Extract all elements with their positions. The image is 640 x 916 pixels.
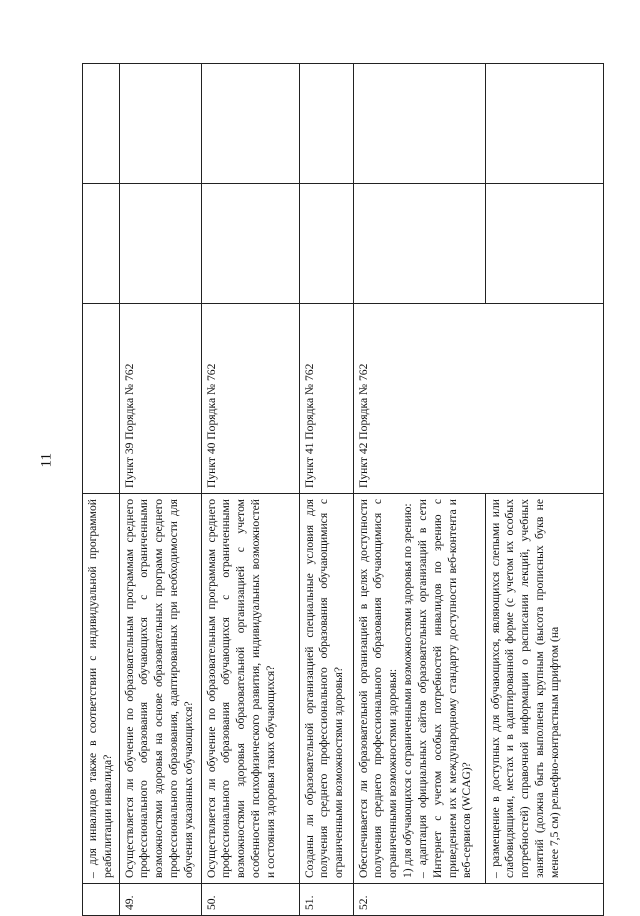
question-cell: Осуществляется ли обучение по образовательным программам среднего профессионального образования обучающихся с ограниченными возможностями здоровья на основе образовательных программ среднего профессионального образования, адаптированных при необходимости для обучения указанных обучающихся? (119, 494, 201, 884)
reference-cell: Пункт 40 Порядка № 762 (201, 304, 299, 494)
answer-cell (299, 184, 353, 304)
page-number: 11 (38, 453, 55, 468)
notes-cell (353, 64, 485, 184)
table-row (83, 64, 120, 916)
question-item: – адаптация официальных сайтов образовательных организаций в сети Интернет с учетом особых потребностей инвалидов по зрению с приведением их к международному стандарту доступности веб-контента и веб-сервисов (WCAG)? (415, 499, 474, 878)
row-number: 51. (299, 884, 353, 916)
notes-cell (299, 64, 353, 184)
notes-cell (485, 64, 603, 184)
row-number: 52. (353, 884, 603, 916)
answer-cell (119, 184, 201, 304)
question-cell: – размещение в доступных для обучающихся, являющихся слепыми или слабовидящими, местах и в адаптированной форме (с учетом их особых потребностей) справочной информации о расписании лекций, учебных занятий (должна быть выполнена крупным (высота прописных букв не менее 7,5 см) рельефно-контрастным шрифтом (на (485, 494, 603, 884)
reference-cell: Пункт 42 Порядка № 762 (353, 304, 603, 494)
document-sheet (82, 64, 602, 916)
table-row (119, 64, 201, 916)
reference-cell (83, 304, 120, 494)
reference-cell: Пункт 39 Порядка № 762 (119, 304, 201, 494)
notes-cell (201, 64, 299, 184)
answer-cell (353, 184, 485, 304)
answer-cell (83, 184, 120, 304)
question-cell (353, 494, 485, 884)
row-number: 49. (119, 884, 201, 916)
reference-cell: Пункт 41 Порядка № 762 (299, 304, 353, 494)
row-number (83, 884, 120, 916)
question-cell: – для инвалидов также в соответствии с индивидуальной программой реабилитации инвалида? (83, 494, 120, 884)
checklist-table (82, 63, 604, 916)
notes-cell (83, 64, 120, 184)
answer-cell (485, 184, 603, 304)
row-number: 50. (201, 884, 299, 916)
question-item: 1) для обучающихся с ограниченными возможностями здоровья по зрению: (401, 503, 415, 878)
table-row (299, 64, 353, 916)
answer-cell (201, 184, 299, 304)
table-row (201, 64, 299, 916)
question-cell: Осуществляется ли обучение по образовательным программам среднего профессионального образования обучающихся с ограниченными возможностями здоровья образовательной организацией с учетом особенностей психофизического развития, индивидуальных возможностей и состояния здоровья таких обучающихся? (201, 494, 299, 884)
notes-cell (119, 64, 201, 184)
question-cell: Созданы ли образовательной организацией специальные условия для получения среднего профессионального образования обучающимися с ограниченными возможностями здоровья? (299, 494, 353, 884)
question-text: Обеспечивается ли образовательной организацией в целях доступности получения среднего профессионального образования обучающимися с ограниченными возможностями здоровья: (356, 499, 400, 878)
table-row (353, 64, 485, 916)
rotated-table-wrapper (82, 64, 602, 916)
